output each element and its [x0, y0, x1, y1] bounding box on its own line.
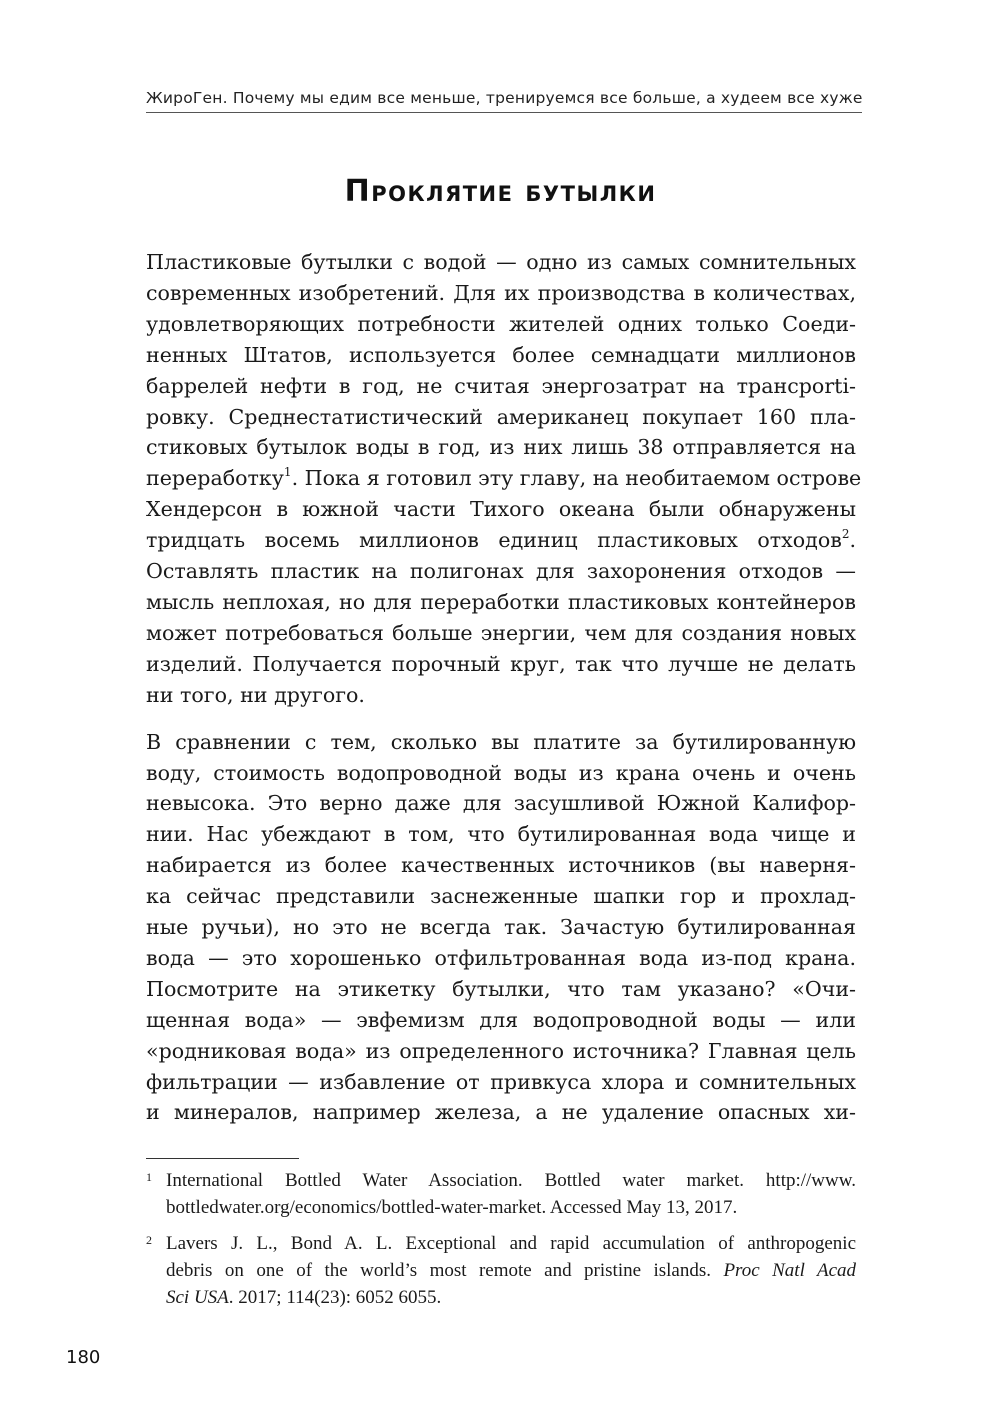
text-line: удовлетворяющих потребности жителей одних только Соеди- [146, 311, 856, 336]
journal-name: Sci USA [166, 1287, 229, 1308]
text-fragment: . 2017; 114(23): 6052 6055. [228, 1287, 442, 1308]
footnotes [146, 1167, 856, 1311]
text-line: набирается из более качественных источников (вы наверня- [146, 853, 856, 878]
footnote-line: bottledwater.org/economics/bottled-water-market. Accessed May 13, 2017. [166, 1197, 738, 1218]
footnote-2 [146, 1230, 856, 1311]
footnote-rule [146, 1158, 299, 1159]
text-line: воду, стоимость водопроводной воды из крана очень и очень [146, 760, 856, 785]
text-line: В сравнении с тем, сколько вы платите за бутилированную [146, 729, 856, 754]
text-line: мысль неплохая, но для переработки пластиковых контейнеров [146, 589, 856, 614]
footnote-line: Lavers J. L., Bond A. L. Exceptional and rapid accumulation of anthropogenic [166, 1233, 856, 1254]
page-number: 180 [66, 1347, 101, 1368]
text-line: и минералов, например железа, а не удаление опасных хи- [146, 1100, 856, 1125]
text-line [146, 525, 856, 556]
footnote-line [166, 1257, 856, 1284]
body-text [146, 247, 862, 1128]
text-line: щенная вода» — эвфемизм для водопроводной воды — или [146, 1007, 856, 1032]
text-line: вода — это хорошенько отфильтрованная вода из-под крана. [146, 945, 856, 970]
text-fragment: . Пока я готовил эту главу, на необитаемом острове [291, 466, 862, 491]
text-line: «родниковая вода» из определенного источника? Главная цель [146, 1038, 856, 1063]
text-line [146, 463, 862, 494]
footnote-line: International Bottled Water Association. Bottled water market. http://www. [166, 1170, 856, 1191]
header-rule [146, 112, 862, 113]
footnote-number: 2 [146, 1233, 152, 1247]
text-line: нии. Нас убеждают в том, что бутилированная вода чище и [146, 822, 856, 847]
text-line: невысока. Это верно даже для засушливой Южной Калифор- [146, 791, 856, 816]
footnote-number: 1 [146, 1170, 152, 1184]
text-line: может потребоваться больше энергии, чем для создания новых [146, 620, 856, 645]
text-fragment: debris on one of the world’s most remote and pristine islands. [166, 1260, 724, 1281]
journal-name: Proc Natl Acad [723, 1260, 856, 1281]
text-line: ка сейчас представили заснеженные шапки гор и прохлад- [146, 884, 856, 909]
paragraph-2 [146, 727, 856, 1129]
text-line: фильтрации — избавление от привкуса хлора и сомнительных [146, 1069, 856, 1094]
text-line: изделий. Получается порочный круг, так что лучше не делать [146, 651, 856, 676]
text-line: Хендерсон в южной части Тихого океана были обнаружены [146, 497, 856, 522]
chapter-title: Проклятие бутылки [344, 174, 657, 209]
text-fragment: . [849, 528, 856, 553]
footnote-line [166, 1284, 856, 1311]
text-line: ненных Штатов, используется более семнадцати миллионов [146, 342, 856, 367]
text-line: ные ручьи), но это не всегда так. Зачастую бутилированная [146, 915, 856, 940]
text-line: стиковых бутылок воды в год, из них лишь 38 отправляется на [146, 435, 856, 460]
running-header: ЖироГен. Почему мы едим все меньше, тренируемся все больше, а худеем все хуже [146, 89, 863, 107]
footnote-ref-2[interactable]: 2 [841, 527, 850, 542]
text-fragment: тридцать восемь миллионов единиц пластиковых отходов [146, 528, 842, 553]
text-line: Оставлять пластик на полигонах для захоронения отходов — [146, 559, 856, 584]
text-fragment: переработку [146, 466, 284, 491]
text-line: баррелей нефти в год, не считая энергозатрат на трансporti- [146, 373, 856, 398]
text-line: ровку. Среднестатистический американец покупает 160 пла- [146, 404, 856, 429]
text-line: ни того, ни другого. [146, 682, 365, 707]
text-line: современных изобретений. Для их производства в количествах, [146, 280, 856, 305]
text-line: Пластиковые бутылки с водой — одно из самых сомнительных [146, 250, 856, 274]
paragraph-1 [146, 247, 862, 711]
text-line: Посмотрите на этикетку бутылки, что там указано? «Очи- [146, 976, 856, 1001]
footnote-1 [146, 1167, 856, 1221]
footnote-ref-1[interactable]: 1 [283, 465, 292, 480]
